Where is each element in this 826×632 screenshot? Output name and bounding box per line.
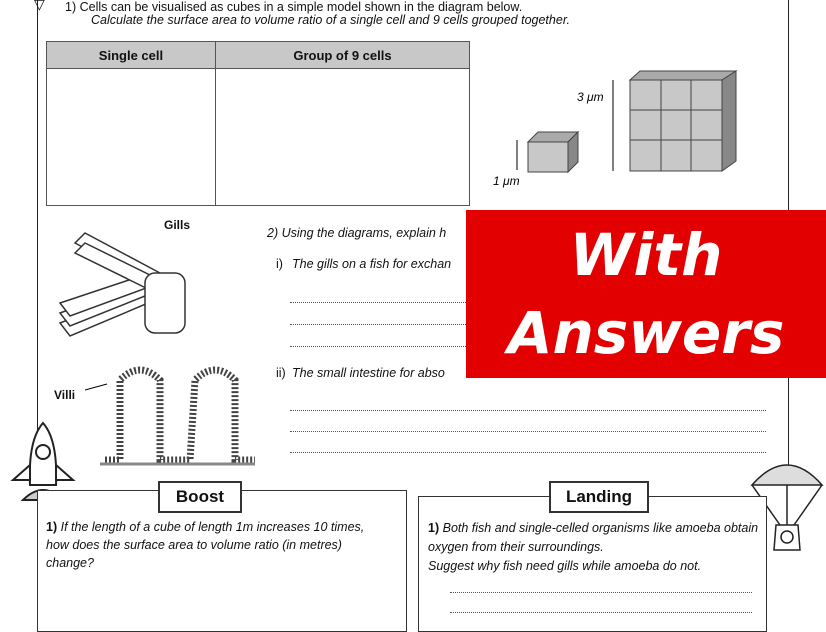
q2-intro: 2) Using the diagrams, explain h (267, 226, 447, 240)
answer-line[interactable] (450, 592, 752, 593)
cell-group-answer[interactable] (215, 69, 469, 206)
col-single-cell: Single cell (47, 42, 216, 69)
answer-line[interactable] (290, 410, 766, 411)
cube-diagram (490, 65, 760, 195)
answer-table (46, 41, 470, 206)
answer-line[interactable] (450, 612, 752, 613)
answer-line[interactable] (290, 452, 766, 453)
q2-part-ii-num: ii) (276, 366, 286, 380)
q2-part-ii: The small intestine for abso (292, 366, 445, 380)
landing-title: Landing (549, 481, 649, 513)
boost-title: Boost (158, 481, 242, 513)
label-3um: 3 μm (577, 90, 604, 104)
villi-illustration (85, 360, 260, 472)
answer-line[interactable] (290, 431, 766, 432)
landing-question-2: Suggest why fish need gills while amoeba do not. (428, 559, 702, 573)
q1-line2: Calculate the surface area to volume ratio of a single cell and 9 cells grouped together. (91, 13, 570, 27)
top-icon: ▽ (34, 0, 45, 12)
q2-part-i-num: i) (276, 257, 283, 271)
landing-num: 1) (428, 521, 440, 535)
gills-label: Gills (164, 218, 191, 232)
gills-illustration (50, 228, 200, 348)
boost-question: If the length of a cube of length 1m increases 10 times, how does the surface area to volume ratio (in metres) change? (46, 520, 365, 570)
villi-label: Villi (54, 388, 76, 402)
banner-line2: Answers (507, 299, 785, 367)
landing-question: Both fish and single-celled organisms like amoeba obtain oxygen from their surroundings. (428, 521, 759, 554)
with-answers-banner (466, 210, 826, 378)
q1-line1: 1) Cells can be visualised as cubes in a simple model shown in the diagram below. (65, 0, 523, 14)
cell-single-answer[interactable] (47, 69, 216, 206)
banner-line1: With (569, 221, 723, 289)
q2-part-i: The gills on a fish for exchan (292, 257, 452, 271)
label-1um: 1 μm (493, 174, 520, 188)
boost-num: 1) (46, 520, 58, 534)
col-group: Group of 9 cells (215, 42, 469, 69)
